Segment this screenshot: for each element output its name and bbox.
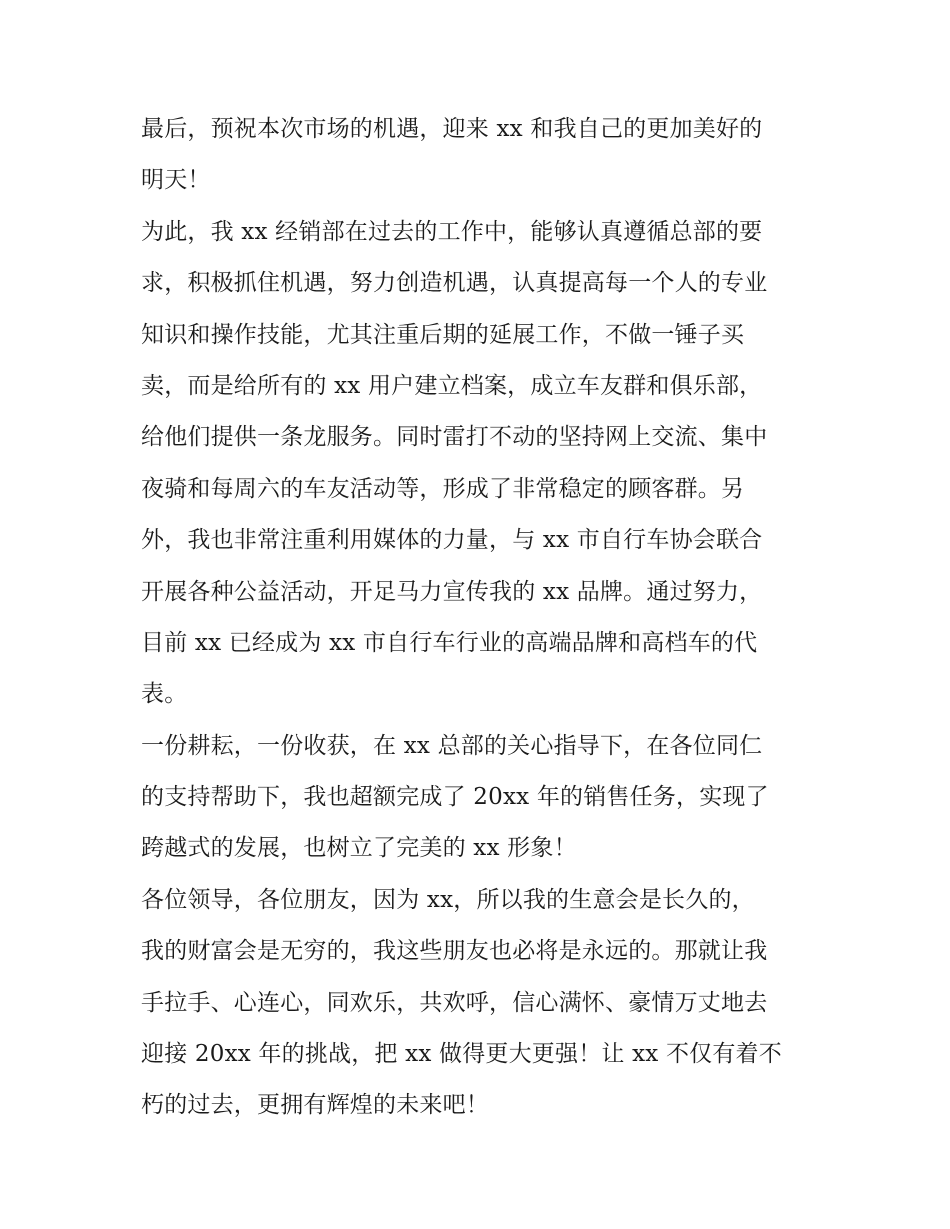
text-line: 求，积极抓住机遇，努力创造机遇，认真提高每一个人的专业	[141, 270, 768, 297]
text-line: 外，我也非常注重利用媒体的力量，与 xx 市自行车协会联合	[141, 527, 763, 554]
text-line: 为此，我 xx 经销部在过去的工作中，能够认真遵循总部的要	[141, 218, 763, 245]
text-line: 给他们提供一条龙服务。同时雷打不动的坚持网上交流、集中	[141, 424, 768, 451]
text-line: 目前 xx 已经成为 xx 市自行车行业的高端品牌和高档车的代	[141, 629, 758, 656]
text-line: 知识和操作技能，尤其注重后期的延展工作，不做一锤子买	[141, 321, 745, 348]
text-line: 夜骑和每周六的车友活动等，形成了非常稳定的顾客群。另	[141, 475, 745, 502]
text-line: 我的财富会是无穷的，我这些朋友也必将是永远的。那就让我	[141, 938, 768, 965]
text-line: 明天！	[141, 167, 211, 194]
text-line: 开展各种公益活动，开足马力宣传我的 xx 品牌。通过努力，	[141, 578, 763, 605]
text-line: 一份耕耘，一份收获，在 xx 总部的关心指导下，在各位同仁	[141, 732, 763, 759]
document-body	[141, 104, 821, 1132]
text-line: 迎接 20xx 年的挑战，把 xx 做得更大更强！让 xx 不仅有着不	[141, 1041, 782, 1068]
text-line: 卖，而是给所有的 xx 用户建立档案，成立车友群和俱乐部，	[141, 372, 763, 399]
text-line: 朽的过去，更拥有辉煌的未来吧！	[141, 1092, 489, 1119]
text-line: 手拉手、心连心，同欢乐，共欢呼，信心满怀、豪情万丈地去	[141, 989, 768, 1016]
text-line: 跨越式的发展，也树立了完美的 xx 形象！	[141, 835, 577, 862]
text-line: 表。	[141, 681, 188, 708]
text-line: 各位领导，各位朋友，因为 xx，所以我的生意会是长久的，	[141, 886, 755, 913]
text-line: 最后，预祝本次市场的机遇，迎来 xx 和我自己的更加美好的	[141, 116, 763, 142]
text-line: 的支持帮助下，我也超额完成了 20xx 年的销售任务，实现了	[141, 784, 769, 811]
